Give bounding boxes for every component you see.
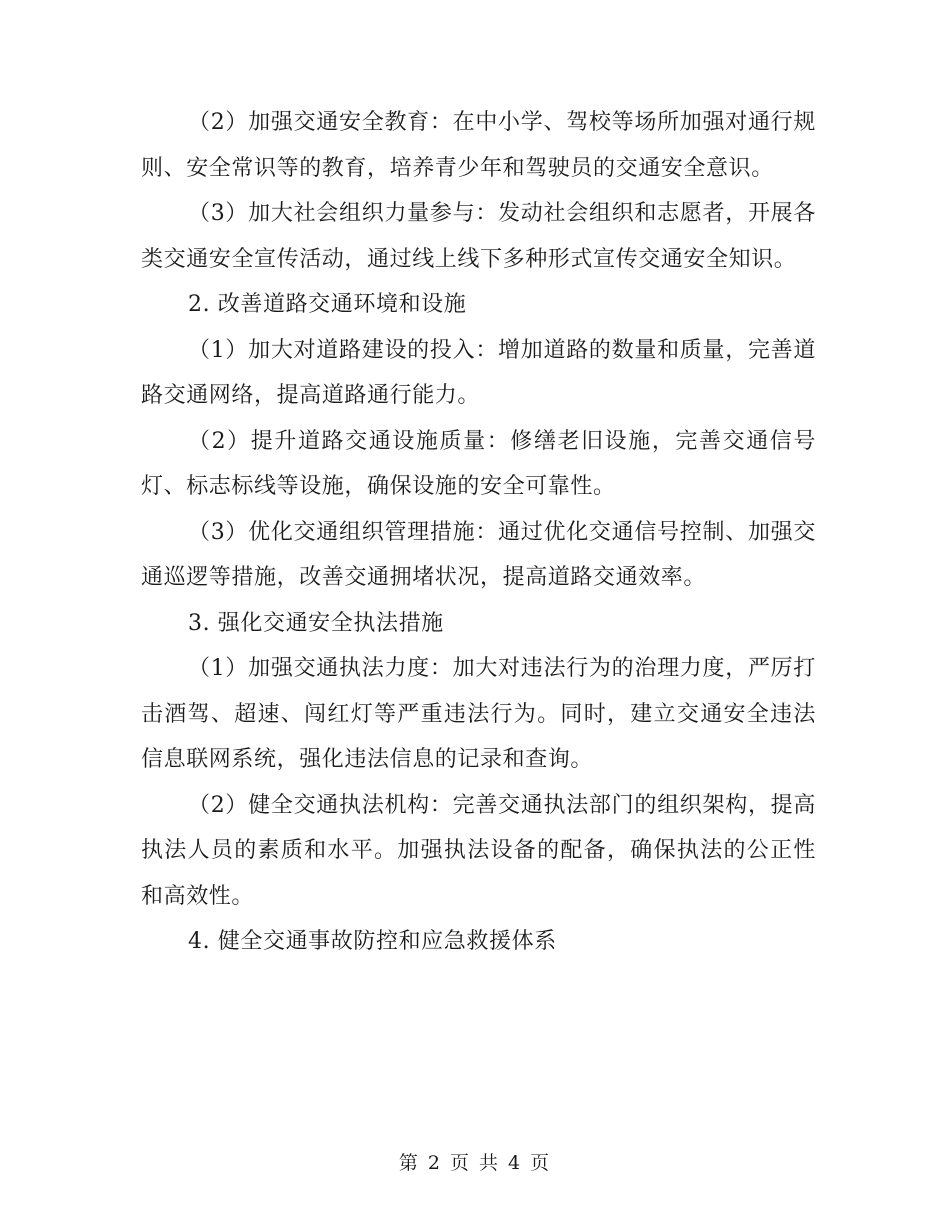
section-heading-accident-prevention: 4. 健全交通事故防控和应急救援体系 [188, 929, 557, 954]
paragraph-enforcement-strength: （1）加强交通执法力度：加大对违法行为的治理力度，严厉打击酒驾、超速、闯红灯等严重违法行为。同时，建立交通安全违法信息联网系统，强化违法信息的记录和查询。 [141, 656, 816, 772]
section-heading-road-environment: 2. 改善道路交通环境和设施 [188, 292, 467, 317]
paragraph-social-organizations: （3）加大社会组织力量参与：发动社会组织和志愿者，开展各类交通安全宣传活动，通过线上线下多种形式宣传交通安全知识。 [141, 201, 816, 272]
paragraph-enforcement-agencies: （2）健全交通执法机构：完善交通执法部门的组织架构，提高执法人员的素质和水平。加强执法设备的配备，确保执法的公正性和高效性。 [141, 792, 816, 909]
paragraph-traffic-organization: （3）优化交通组织管理措施：通过优化交通信号控制、加强交通巡逻等措施，改善交通拥堵状况，提高道路交通效率。 [141, 519, 816, 590]
paragraph-road-construction: （1）加大对道路建设的投入：增加道路的数量和质量，完善道路交通网络，提高道路通行能力。 [141, 337, 816, 408]
section-heading-law-enforcement: 3. 强化交通安全执法措施 [188, 610, 444, 636]
document-body [141, 100, 816, 965]
paragraph-road-facilities: （2）提升道路交通设施质量：修缮老旧设施，完善交通信号灯、标志标线等设施，确保设施的安全可靠性。 [141, 428, 816, 499]
paragraph-education: （2）加强交通安全教育：在中小学、驾校等场所加强对通行规则、安全常识等的教育，培养青少年和驾驶员的交通安全意识。 [141, 110, 816, 181]
page-number-footer: 第 2 页 共 4 页 [398, 1152, 552, 1174]
